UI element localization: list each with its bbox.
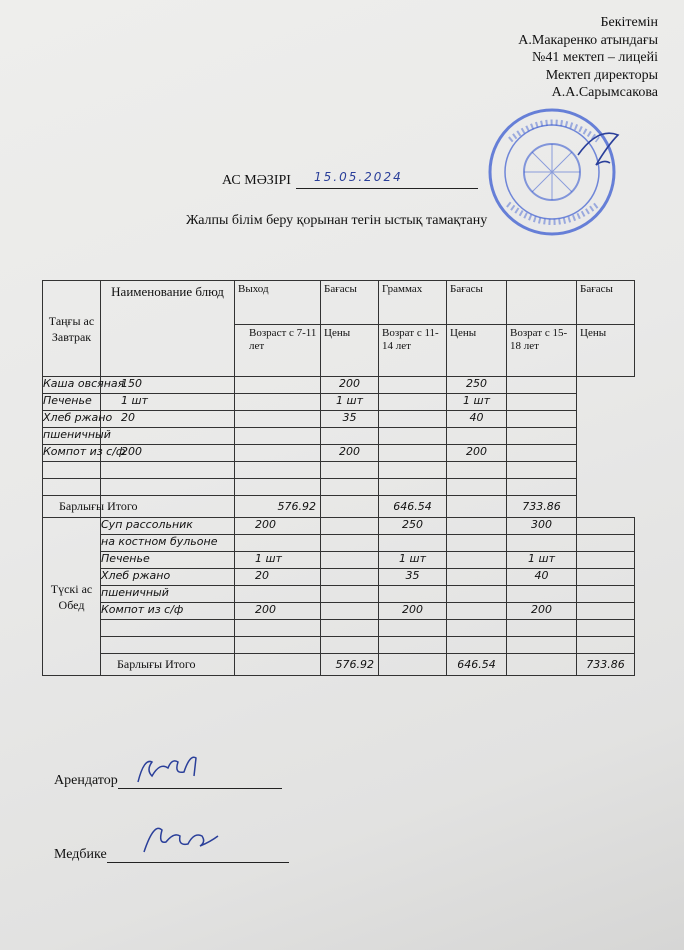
total-row [43,496,635,518]
portion-age-7-11: 200 [235,518,321,535]
header-output: Выход [235,281,321,325]
portion-age-15-18: 200 [447,445,507,462]
portion-age-15-18: 1 шт [447,394,507,411]
table-row [43,569,635,586]
total-label: Барлығы Итого [43,496,101,518]
header-price-3: Бағасы [577,281,635,325]
subheader-age-2: Возрат с 11-14 лет [379,325,447,377]
portion-age-7-11 [235,620,321,637]
dish-name: Печенье [101,552,235,569]
tenant-label: Арендатор [54,773,118,788]
portion-age-15-18 [507,535,577,552]
tenant-signature-icon [130,752,210,792]
document-title: АС МӘЗІРІ [222,173,291,188]
portion-age-15-18 [447,428,507,445]
portion-age-15-18: 300 [507,518,577,535]
portion-age-11-14: 200 [379,603,447,620]
portion-age-11-14: 35 [321,411,379,428]
menu-table [42,280,635,676]
portion-age-7-11: 1 шт [101,394,235,411]
dish-name: Каша овсяная [43,377,101,394]
header-dish: Наименование блюд [101,281,235,377]
portion-age-15-18 [447,479,507,496]
total-price-2: 646.54 [447,654,507,676]
total-price-2: 646.54 [379,496,447,518]
table-row [43,518,635,535]
portion-age-11-14: 35 [379,569,447,586]
portion-age-7-11 [235,535,321,552]
subheader-age-3: Возрат с 15-18 лет [507,325,577,377]
table-row [43,428,635,445]
approval-line: А.А.Сарымсакова [551,85,658,100]
subheader-prices-3: Цены [577,325,635,377]
subheader-prices-1: Цены [321,325,379,377]
portion-age-15-18 [507,637,577,654]
portion-age-11-14: 200 [321,377,379,394]
table-row [43,603,635,620]
total-price-1: 576.92 [235,496,321,518]
nurse-label: Медбике [54,847,107,862]
dish-name: на костном бульоне [101,535,235,552]
dish-name: пшеничный [101,586,235,603]
portion-age-15-18: 200 [507,603,577,620]
portion-age-7-11 [101,479,235,496]
approval-block [518,14,658,102]
nurse-signature-icon [138,820,228,860]
dish-name: Хлеб ржано [43,411,101,428]
menu-date: 15.05.2024 [296,170,478,189]
portion-age-7-11: 1 шт [235,552,321,569]
table-row [43,377,635,394]
portion-age-11-14 [321,479,379,496]
portion-age-15-18 [507,620,577,637]
portion-age-15-18: 250 [447,377,507,394]
portion-age-11-14 [379,535,447,552]
portion-age-7-11 [101,462,235,479]
table-row [43,535,635,552]
portion-age-7-11: 150 [101,377,235,394]
portion-age-11-14 [321,428,379,445]
dish-name [43,462,101,479]
portion-age-7-11: 20 [101,411,235,428]
approval-line: Бекітемін [600,15,658,30]
portion-age-15-18 [507,586,577,603]
portion-age-11-14 [379,620,447,637]
school-seal-stamp-icon [480,100,630,240]
dish-name: Печенье [43,394,101,411]
dish-name: Компот из с/ф [43,445,101,462]
portion-age-11-14 [321,462,379,479]
portion-age-7-11 [235,637,321,654]
total-label: Барлығы Итого [101,654,235,676]
total-price-1: 576.92 [321,654,379,676]
subheader-age-1: Возраст с 7-11 лет [235,325,321,377]
portion-age-11-14 [379,586,447,603]
dish-name [43,479,101,496]
header-price-2: Бағасы [447,281,507,325]
portion-age-7-11: 20 [235,569,321,586]
table-row [43,479,635,496]
portion-age-15-18 [447,462,507,479]
dish-name: Хлеб ржано [101,569,235,586]
document-subtitle: Жалпы білім беру қорынан тегін ыстық тамақтану [186,213,488,228]
table-row [43,445,635,462]
portion-age-7-11: 200 [101,445,235,462]
table-row [43,411,635,428]
total-price-3: 733.86 [507,496,577,518]
table-row [43,586,635,603]
table-row [43,394,635,411]
portion-age-11-14 [379,637,447,654]
total-row [43,654,635,676]
meal-breakfast: Таңғы ас Завтрак [43,281,101,377]
portion-age-11-14: 250 [379,518,447,535]
table-row [43,620,635,637]
meal-lunch: Түскі ас Обед [43,518,101,676]
dish-name [101,637,235,654]
table-row [43,462,635,479]
portion-age-15-18: 40 [507,569,577,586]
portion-age-11-14: 200 [321,445,379,462]
approval-line: №41 мектеп – лицейі [532,50,658,65]
portion-age-11-14: 1 шт [321,394,379,411]
portion-age-15-18: 1 шт [507,552,577,569]
total-price-3: 733.86 [577,654,635,676]
portion-age-7-11 [101,428,235,445]
portion-age-7-11 [235,586,321,603]
approval-line: А.Макаренко атындағы [518,32,658,48]
header-grams: Граммах [379,281,447,325]
header-price-1: Бағасы [321,281,379,325]
dish-name: пшеничный [43,428,101,445]
portion-age-15-18: 40 [447,411,507,428]
dish-name: Компот из с/ф [101,603,235,620]
portion-age-7-11: 200 [235,603,321,620]
approval-line: Мектеп директоры [545,67,658,83]
dish-name: Суп рассольник [101,518,235,535]
table-row [43,552,635,569]
subheader-prices-2: Цены [447,325,507,377]
dish-name [101,620,235,637]
portion-age-11-14: 1 шт [379,552,447,569]
table-row [43,637,635,654]
